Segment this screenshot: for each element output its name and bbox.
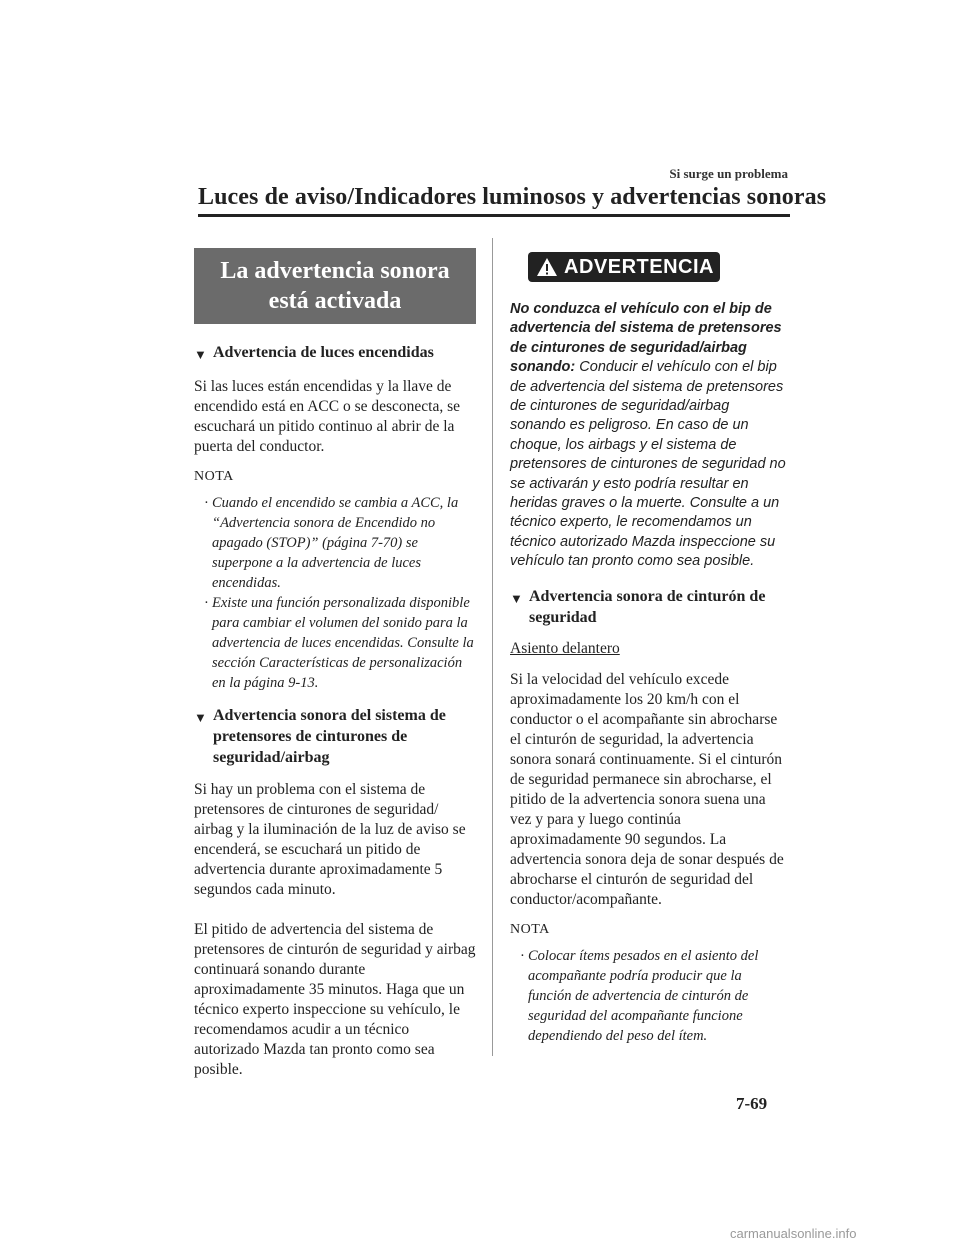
left-column [194, 248, 476, 1092]
subheading-luces [194, 342, 476, 365]
seat-subheading: Asiento delantero [510, 639, 620, 657]
triangle-down-icon: ▼ [194, 347, 207, 362]
paragraph: Si la velocidad del vehículo excede aproximadamente los 20 km/h con el conductor o el acompañante sin abrocharse el cinturón de seguridad, la advertencia sonora sonará continuamente. Si el cinturón de seguridad permanece sin abrocharse, el pitido de la advertencia sonora suena una vez y para y luego continúa aproximadamente 90 segundos. La advertencia sonora deja de sonar después de abrocharse el cinturón de seguridad del conductor/acompañante. [510, 670, 784, 908]
warning-badge [528, 252, 720, 282]
note-text: Colocar ítems pesados en el asiento del acompañante podría producir que la función de advertencia de cinturón de seguridad del acompañante funcione dependiendo del peso del ítem. [528, 947, 759, 1044]
triangle-down-icon: ▼ [194, 710, 207, 725]
watermark: carmanualsonline.info [730, 1226, 857, 1241]
bullet-icon: · [520, 947, 525, 964]
note-label: NOTA [194, 469, 234, 484]
paragraph: El pitido de advertencia del sistema de pretensores de cinturón de seguridad y airbag continuará sonando durante aproximadamente 35 minutos. Haga que un técnico experto inspeccione su vehículo, le recomendamos acudir a un técnico autorizado Mazda tan pronto como sea posible. [194, 921, 476, 1078]
page-number: 7-69 [736, 1094, 768, 1113]
note-item [204, 493, 476, 593]
paragraph: Si hay un problema con el sistema de pretensores de cinturones de seguridad/ airbag y la iluminación de la luz de aviso se encenderá, se escuchará un pitido de advertencia durante aproximadamente 5 segundos cada minuto. [194, 781, 466, 898]
section-label: Si surge un problema [669, 166, 788, 181]
subheading-text: Advertencia de luces encendidas [213, 344, 434, 361]
page-title: Luces de aviso/Indicadores luminosos y advertencias sonoras [198, 184, 827, 210]
column-divider [492, 238, 493, 1056]
note-list [194, 493, 476, 693]
section-title-box: La advertencia sonora está activada [194, 248, 476, 324]
bullet-icon: · [204, 495, 209, 511]
header-rule [198, 214, 790, 217]
subheading-text: Advertencia sonora del sistema de pretensores de cinturones de seguridad/airbag [213, 707, 446, 766]
triangle-down-icon: ▼ [510, 590, 523, 606]
note-text: Existe una función personalizada disponible para cambiar el volumen del sonido para la advertencia de luces encendidas. Consulte la sección Características de personalización en la página 9-13. [212, 595, 474, 691]
warning-bold-text: No conduzca el vehículo con el bip de advertencia del sistema de pretensores de cinturones de seguridad/airbag sonando: [510, 301, 782, 376]
note-item [204, 593, 476, 693]
subheading-cinturon [510, 586, 788, 628]
warning-triangle-icon [536, 257, 558, 277]
note-item [520, 946, 788, 1046]
paragraph: Si las luces están encendidas y la llave de encendido está en ACC o se desconecta, se escuchará un pitido continuo al abrir de la puerta del conductor. [194, 378, 460, 455]
warning-text [510, 300, 788, 572]
warning-label: ADVERTENCIA [564, 255, 714, 278]
subheading-text: Advertencia sonora de cinturón de seguridad [529, 587, 766, 626]
subheading-pretensores [194, 705, 476, 768]
bullet-icon: · [204, 595, 209, 611]
note-list [510, 946, 788, 1046]
note-text: Cuando el encendido se cambia a ACC, la “Advertencia sonora de Encendido no apagado (STOP)” (página 7-70) se superpone a la advertencia de luces encendidas. [212, 495, 459, 591]
warning-body-text: Conducir el vehículo con el bip de advertencia del sistema de pretensores de cinturones de seguridad/airbag sonando es peligroso. En caso de un choque, los airbags y el sistema de pretensores de cinturones de seguridad no se activarán y esto podría resultar en heridas graves o la muerte. Consulte a un técnico experto, le recomendamos un técnico autorizado Mazda inspeccione su vehículo tan pronto como sea posible. [510, 359, 786, 570]
note-label: NOTA [510, 921, 550, 937]
right-column [510, 252, 788, 1058]
